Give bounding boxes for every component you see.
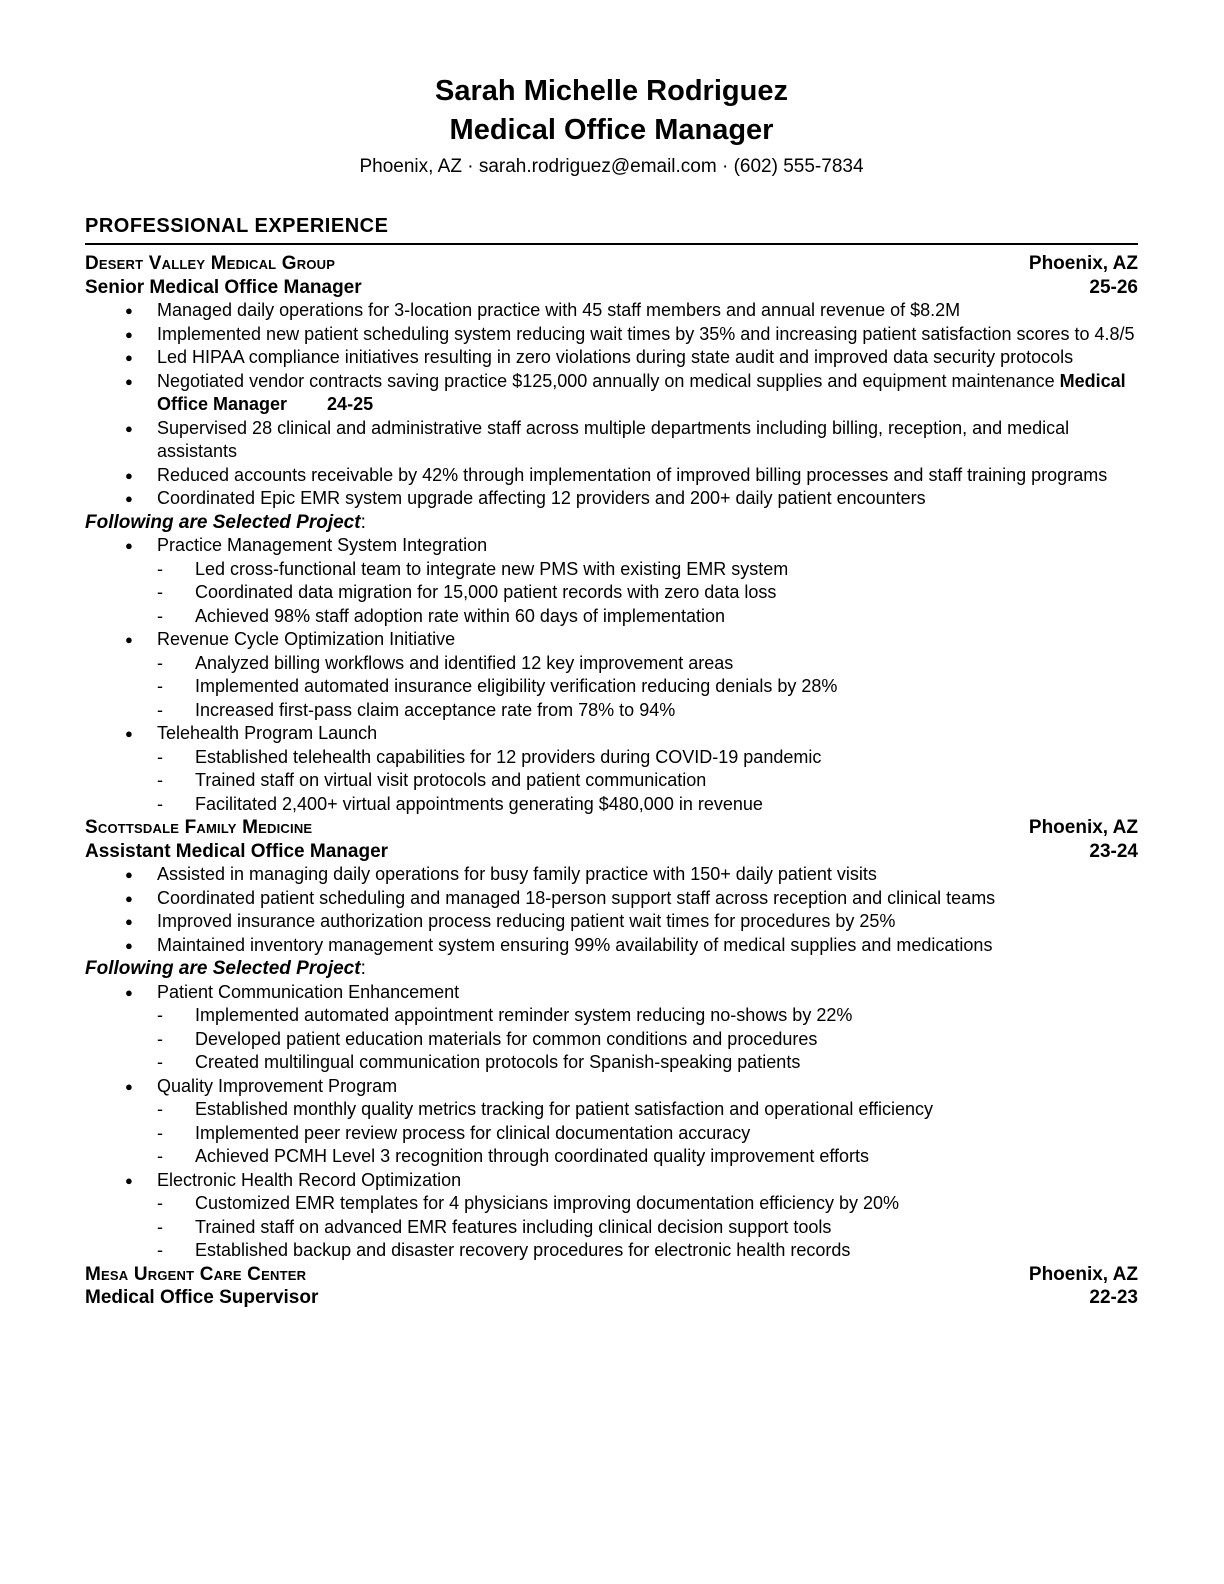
project-subitem-text: Established telehealth capabilities for 12 providers during COVID-19 pandemic: [195, 746, 822, 767]
bullet-icon: ●: [125, 420, 133, 436]
dash-icon: -: [157, 582, 163, 602]
project-subitem: [85, 605, 1138, 629]
bullet-icon: ●: [125, 491, 133, 506]
bullet-text: [157, 370, 1138, 417]
bullet-text: Improved insurance authorization process reducing patient wait times for procedures by 25%: [157, 911, 896, 931]
project-subitem-text: Implemented peer review process for clinical documentation accuracy: [195, 1122, 751, 1143]
bullet-icon: ●: [125, 326, 133, 342]
jobs: [85, 252, 1138, 1310]
company-name: Scottsdale Family Medicine: [85, 817, 313, 838]
project-item: [85, 722, 1138, 746]
project-subitem-text: Coordinated data migration for 15,000 patient records with zero data loss: [195, 582, 777, 602]
bullet-icon: ●: [125, 350, 133, 365]
bullet-icon: ●: [125, 467, 133, 483]
job-dates: 25-26: [1089, 276, 1138, 298]
project-name: Patient Communication Enhancement: [157, 981, 460, 1002]
project-subitem-text: Trained staff on virtual visit protocols and patient communication: [195, 770, 707, 790]
dash-icon: -: [157, 746, 163, 767]
bullet-item: [85, 910, 1138, 934]
projects-heading-colon: :: [360, 511, 366, 533]
bullet-text: Implemented new patient scheduling system reducing wait times by 35% and increasing patient satisfaction scores to 4.8/5: [157, 323, 1135, 344]
project-subitem: [85, 558, 1138, 582]
dash-icon: -: [157, 1052, 163, 1072]
project-subitem: [85, 1028, 1138, 1052]
project-subitem: [85, 1051, 1138, 1075]
bullet-icon: ●: [125, 937, 133, 953]
project-subitem: [85, 769, 1138, 793]
job-3: [85, 1263, 1138, 1310]
project-subitem-text: Established monthly quality metrics tracking for patient satisfaction and operational efficiency: [195, 1099, 934, 1119]
dash-icon: -: [157, 1146, 163, 1166]
dash-icon: -: [157, 676, 163, 696]
project-subitem: [85, 652, 1138, 676]
bullet-text: Led HIPAA compliance initiatives resulting in zero violations during state audit and improved data security protocols: [157, 347, 1074, 367]
project-name: Practice Management System Integration: [157, 535, 488, 555]
bullet-item: [85, 464, 1138, 488]
bullet-item: [85, 417, 1138, 464]
dash-icon: -: [157, 652, 163, 673]
dash-icon: -: [157, 1216, 163, 1237]
project-name: Electronic Health Record Optimization: [157, 1169, 462, 1190]
project-subitem: [85, 746, 1138, 770]
section-title-professional-experience: PROFESSIONAL EXPERIENCE: [85, 215, 1138, 245]
job-location: Phoenix, AZ: [1028, 1263, 1138, 1285]
bullet-icon: ●: [125, 538, 133, 553]
dash-icon: -: [157, 699, 163, 720]
project-item: [85, 628, 1138, 652]
contact-line: Phoenix, AZ · sarah.rodriguez@email.com · (602) 555-7834: [359, 156, 864, 177]
projects-heading: [85, 511, 1138, 535]
bullet-icon: ●: [125, 632, 133, 647]
job-1: [85, 252, 1138, 816]
project-subitem-text: Analyzed billing workflows and identified 12 key improvement areas: [195, 652, 734, 673]
bullet-text-segment: Medical Office Manager: [157, 370, 1126, 414]
company-row: [85, 816, 1138, 840]
project-name: Quality Improvement Program: [157, 1075, 398, 1096]
project-subitem-text: Trained staff on advanced EMR features including clinical decision support tools: [195, 1216, 832, 1237]
projects-heading-colon: :: [360, 958, 366, 979]
project-name: Telehealth Program Launch: [157, 723, 378, 743]
bullet-icon: ●: [125, 867, 133, 882]
bullet-icon: ●: [125, 1172, 133, 1188]
project-subitem-text: Implemented automated insurance eligibility verification reducing denials by 28%: [195, 676, 838, 696]
project-item: [85, 1075, 1138, 1099]
company-row: [85, 1263, 1138, 1287]
project-subitem-text: Increased first-pass claim acceptance rate from 78% to 94%: [195, 699, 676, 720]
bullet-text: Managed daily operations for 3-location practice with 45 staff members and annual revenue of $8.2M: [157, 300, 961, 320]
bullet-item: [85, 487, 1138, 511]
project-subitem: [85, 675, 1138, 699]
project-subitem: [85, 1145, 1138, 1169]
company-name: Mesa Urgent Care Center: [85, 1263, 307, 1285]
bullet-icon: ●: [125, 726, 133, 741]
person-title: Medical Office Manager: [449, 114, 774, 146]
person-name: Sarah Michelle Rodriguez: [435, 75, 788, 107]
job-title: Senior Medical Office Manager: [85, 276, 362, 298]
project-subitem-text: Led cross-functional team to integrate new PMS with existing EMR system: [195, 558, 789, 579]
project-subitem-text: Developed patient education materials for common conditions and procedures: [195, 1028, 818, 1049]
projects-heading-text: Following are Selected Project: [85, 511, 361, 533]
bullet-item: [85, 934, 1138, 958]
bullet-text: Coordinated Epic EMR system upgrade affecting 12 providers and 200+ daily patient encounters: [157, 488, 926, 508]
projects-heading-text: Following are Selected Project: [85, 958, 361, 979]
bullet-text-segment: 24-25: [327, 394, 374, 414]
bullet-icon: ●: [125, 890, 133, 906]
dash-icon: -: [157, 1122, 163, 1143]
project-subitem: [85, 1192, 1138, 1216]
bullet-item: [85, 863, 1138, 887]
bullet-item: [85, 887, 1138, 911]
bullet-item: [85, 299, 1138, 323]
dash-icon: -: [157, 1099, 163, 1119]
projects-heading: [85, 957, 1138, 981]
bullet-icon: ●: [125, 914, 133, 929]
project-subitem-text: Established backup and disaster recovery procedures for electronic health records: [195, 1240, 851, 1260]
project-subitem-text: Facilitated 2,400+ virtual appointments generating $480,000 in revenue: [195, 793, 763, 814]
bullet-item: [85, 346, 1138, 370]
job-title: Medical Office Supervisor: [85, 1287, 319, 1308]
dash-icon: -: [157, 770, 163, 790]
dash-icon: -: [157, 605, 163, 626]
bullet-text: Maintained inventory management system ensuring 99% availability of medical supplies and medications: [157, 934, 993, 955]
title-row: [85, 840, 1138, 864]
dash-icon: -: [157, 793, 163, 814]
job-2: [85, 816, 1138, 1263]
dash-icon: -: [157, 1028, 163, 1049]
bullet-text: Coordinated patient scheduling and managed 18-person support staff across reception and clinical teams: [157, 887, 996, 908]
bullet-item: [85, 370, 1138, 417]
company-name: Desert Valley Medical Group: [85, 253, 336, 274]
bullet-icon: ●: [125, 303, 133, 318]
company-row: [85, 252, 1138, 276]
project-subitem: [85, 1004, 1138, 1028]
bullet-icon: ●: [125, 1078, 133, 1094]
job-dates: 22-23: [1089, 1287, 1138, 1308]
project-subitem: [85, 793, 1138, 817]
job-location: Phoenix, AZ: [1028, 253, 1138, 274]
project-subitem: [85, 1239, 1138, 1263]
project-name: Revenue Cycle Optimization Initiative: [157, 629, 456, 649]
bullet-text: Assisted in managing daily operations for busy family practice with 150+ daily patient visits: [157, 864, 877, 884]
job-title: Assistant Medical Office Manager: [85, 840, 389, 862]
dash-icon: -: [157, 558, 163, 579]
project-item: [85, 534, 1138, 558]
project-subitem-text: Achieved PCMH Level 3 recognition through coordinated quality improvement efforts: [195, 1146, 870, 1166]
project-subitem: [85, 1122, 1138, 1146]
project-subitem: [85, 581, 1138, 605]
project-item: [85, 1169, 1138, 1193]
job-location: Phoenix, AZ: [1028, 817, 1138, 838]
bullet-icon: ●: [125, 373, 133, 389]
bullet-text: Supervised 28 clinical and administrative staff across multiple departments including billing, reception, and medical assistants: [157, 417, 1070, 461]
job-dates: 23-24: [1089, 840, 1138, 862]
project-subitem: [85, 699, 1138, 723]
title-row: [85, 276, 1138, 300]
bullet-item: [85, 323, 1138, 347]
dash-icon: -: [157, 1193, 163, 1213]
project-subitem-text: Achieved 98% staff adoption rate within 60 days of implementation: [195, 605, 725, 626]
project-item: [85, 981, 1138, 1005]
title-row: [85, 1286, 1138, 1310]
project-subitem-text: Customized EMR templates for 4 physicians improving documentation efficiency by 20%: [195, 1193, 899, 1213]
project-subitem-text: Implemented automated appointment reminder system reducing no-shows by 22%: [195, 1005, 853, 1025]
dash-icon: -: [157, 1005, 163, 1025]
bullet-text-segment: Negotiated vendor contracts saving practice $125,000 annually on medical supplies and equipment maintenance: [157, 370, 1060, 391]
project-subitem: [85, 1216, 1138, 1240]
bullet-icon: ●: [125, 984, 133, 1000]
dash-icon: -: [157, 1240, 163, 1260]
project-subitem-text: Created multilingual communication protocols for Spanish-speaking patients: [195, 1052, 801, 1072]
bullet-text: Reduced accounts receivable by 42% through implementation of improved billing processes and staff training programs: [157, 464, 1108, 485]
project-subitem: [85, 1098, 1138, 1122]
